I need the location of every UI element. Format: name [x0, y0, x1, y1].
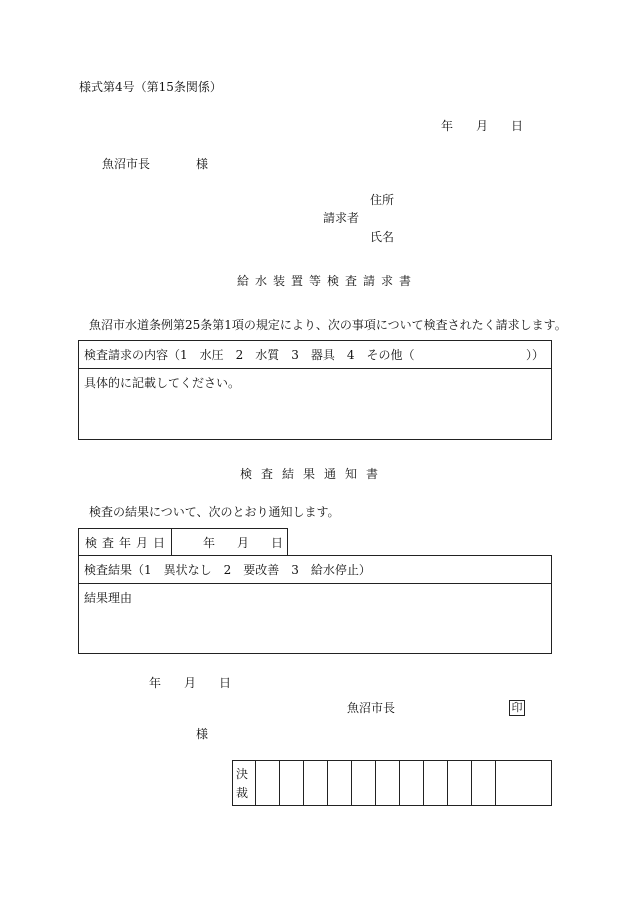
inspection-date-label: 検査年月日	[85, 536, 171, 550]
request-detail-prompt: 具体的に記載してください。	[84, 376, 241, 390]
request-content-close: ））	[526, 348, 545, 362]
approval-cell-divider	[399, 760, 400, 806]
date-year-label: 年	[441, 119, 454, 133]
inspection-date-year: 年	[203, 536, 216, 550]
addressee-name: 魚沼市長	[102, 157, 151, 171]
form-number: 様式第4号（第15条関係）	[79, 80, 222, 94]
issuer-name: 魚沼市長	[347, 701, 396, 715]
approval-cell-divider	[471, 760, 472, 806]
seal-mark: 印	[509, 700, 525, 716]
date-day-label: 日	[511, 119, 524, 133]
approval-label-bottom: 裁	[236, 786, 249, 800]
inspection-date-divider	[171, 528, 172, 556]
result-label: 検査結果（1 異状なし 2 要改善 3 給水停止）	[84, 563, 371, 577]
request-content-label: 検査請求の内容（1 水圧 2 水質 3 器具 4 その他（	[84, 348, 415, 362]
approval-cell-divider	[279, 760, 280, 806]
approval-cell-divider	[327, 760, 328, 806]
approval-cell-divider	[375, 760, 376, 806]
addressee-suffix: 様	[196, 157, 209, 171]
approval-cell-divider	[351, 760, 352, 806]
result-reason-label: 結果理由	[84, 591, 133, 605]
recipient-suffix: 様	[196, 727, 209, 741]
result-table-divider	[78, 583, 552, 584]
request-table-divider	[78, 368, 552, 369]
approval-cell-divider	[447, 760, 448, 806]
request-title: 給水装置等検査請求書	[237, 274, 418, 288]
approval-cell-divider	[303, 760, 304, 806]
requester-label: 請求者	[323, 211, 360, 225]
notice-statement: 検査の結果について、次のとおり通知します。	[89, 505, 340, 519]
address-label: 住所	[370, 193, 395, 207]
request-statement: 魚沼市水道条例第25条第1項の規定により、次の事項について検査されたく請求します。	[89, 318, 567, 332]
inspection-date-day: 日	[271, 536, 284, 550]
approval-cell-divider	[423, 760, 424, 806]
name-label: 氏名	[370, 230, 395, 244]
inspection-date-month: 月	[237, 536, 250, 550]
issue-date-day: 日	[219, 676, 232, 690]
date-month-label: 月	[476, 119, 489, 133]
notice-title: 検査結果通知書	[240, 467, 388, 481]
issue-date-year: 年	[149, 676, 162, 690]
approval-table	[232, 760, 552, 806]
approval-cell-divider	[495, 760, 496, 806]
issue-date-month: 月	[184, 676, 197, 690]
approval-label-top: 決	[236, 767, 249, 781]
approval-cell-divider	[255, 760, 256, 806]
